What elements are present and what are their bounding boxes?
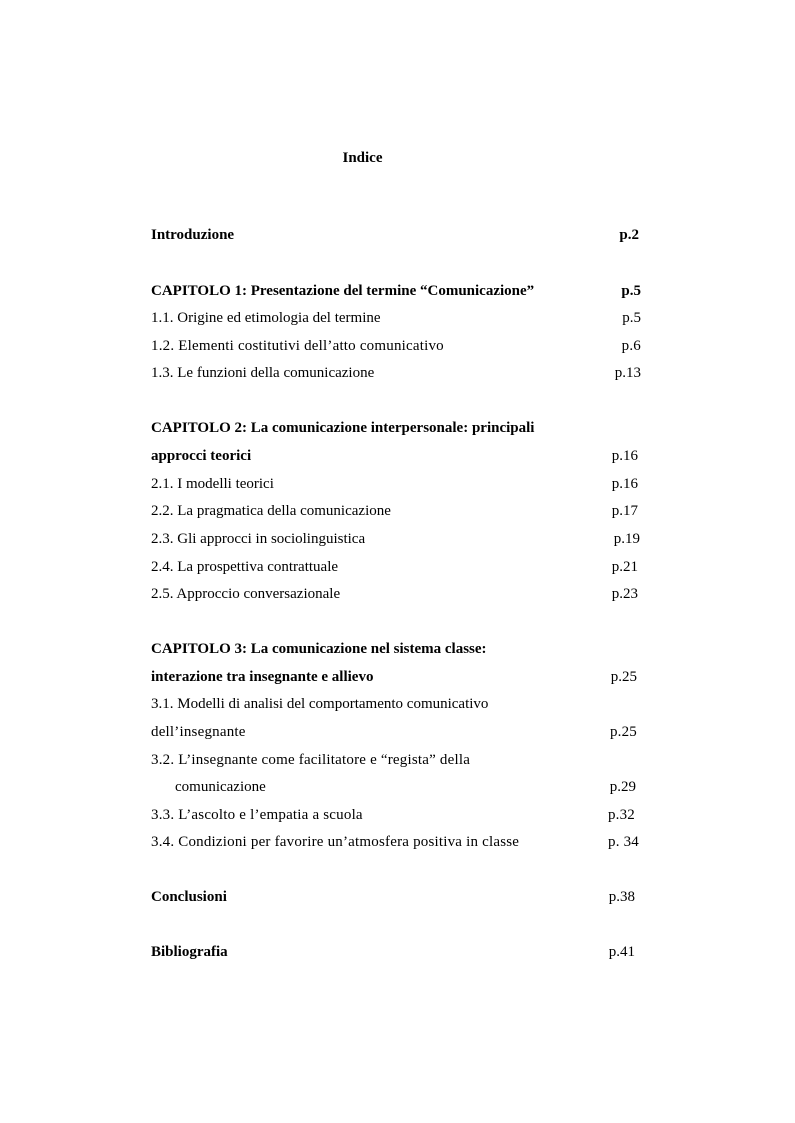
toc-chapter-label: approcci teorici [151, 448, 252, 464]
toc-chapter-label: interazione tra insegnante e allievo [151, 669, 374, 685]
toc-entry-page: p. 34 [608, 834, 639, 850]
page-title: Indice [342, 150, 383, 166]
toc-entry-page: p.5 [622, 310, 641, 326]
toc-chapter-label: CAPITOLO 3: La comunicazione nel sistema classe: [151, 641, 487, 657]
toc-entry-page: p.21 [611, 559, 638, 575]
toc-chapter-label: CAPITOLO 2: La comunicazione interpersonale: principali [151, 420, 535, 436]
toc-entry-page: p.25 [609, 724, 637, 740]
toc-entry-label: 3.1. Modelli di analisi del comportamento comunicativo [151, 696, 489, 712]
toc-entry-label: 2.2. La pragmatica della comunicazione [151, 503, 391, 519]
toc-entry-label: 1.3. Le funzioni della comunicazione [151, 365, 375, 381]
toc-entry-label: dell’insegnante [151, 724, 246, 740]
toc-entry-label: 3.3. L’ascolto e l’empatia a scuola [151, 807, 363, 823]
toc-entry-label: 2.3. Gli approcci in sociolinguistica [151, 531, 366, 547]
toc-entry-label: 3.4. Condizioni per favorire un’atmosfera positiva in classe [151, 834, 520, 850]
toc-entry-page: p.6 [621, 338, 641, 354]
toc-entry-label: 1.1. Origine ed etimologia del termine [151, 310, 381, 326]
toc-chapter-page: p.25 [610, 669, 637, 685]
toc-entry-label: Introduzione [151, 227, 235, 243]
toc-entry-page: p.41 [608, 944, 635, 960]
toc-entry-page: p.23 [611, 586, 638, 602]
toc-entry-page: p.17 [611, 503, 638, 519]
toc-entry-page: p.32 [607, 807, 635, 823]
toc-entry-label: comunicazione [175, 779, 266, 795]
toc-entry-page: p.19 [613, 531, 640, 547]
toc-entry-label: Bibliografia [151, 944, 228, 960]
toc-entry-label: 2.1. I modelli teorici [151, 476, 274, 492]
toc-entry-page: p.13 [614, 365, 641, 381]
toc-entry-page: p.16 [611, 476, 638, 492]
toc-entry-label: 2.5. Approccio conversazionale [151, 586, 341, 602]
toc-chapter-page: p.5 [621, 283, 641, 299]
toc-chapter-page: p.16 [611, 448, 638, 464]
toc-entry-label: 1.2. Elementi costitutivi dell’atto comunicativo [151, 338, 444, 354]
toc-entry-label: 3.2. L’insegnante come facilitatore e “regista” della [151, 752, 471, 768]
toc-entry-page: p.38 [608, 889, 635, 905]
toc-entry-label: Conclusioni [151, 889, 227, 905]
toc-chapter-label: CAPITOLO 1: Presentazione del termine “Comunicazione” [151, 283, 535, 299]
toc-entry-label: 2.4. La prospettiva contrattuale [151, 559, 339, 575]
toc-entry-page: p.29 [609, 779, 636, 795]
toc-entry-page: p.2 [619, 227, 639, 243]
